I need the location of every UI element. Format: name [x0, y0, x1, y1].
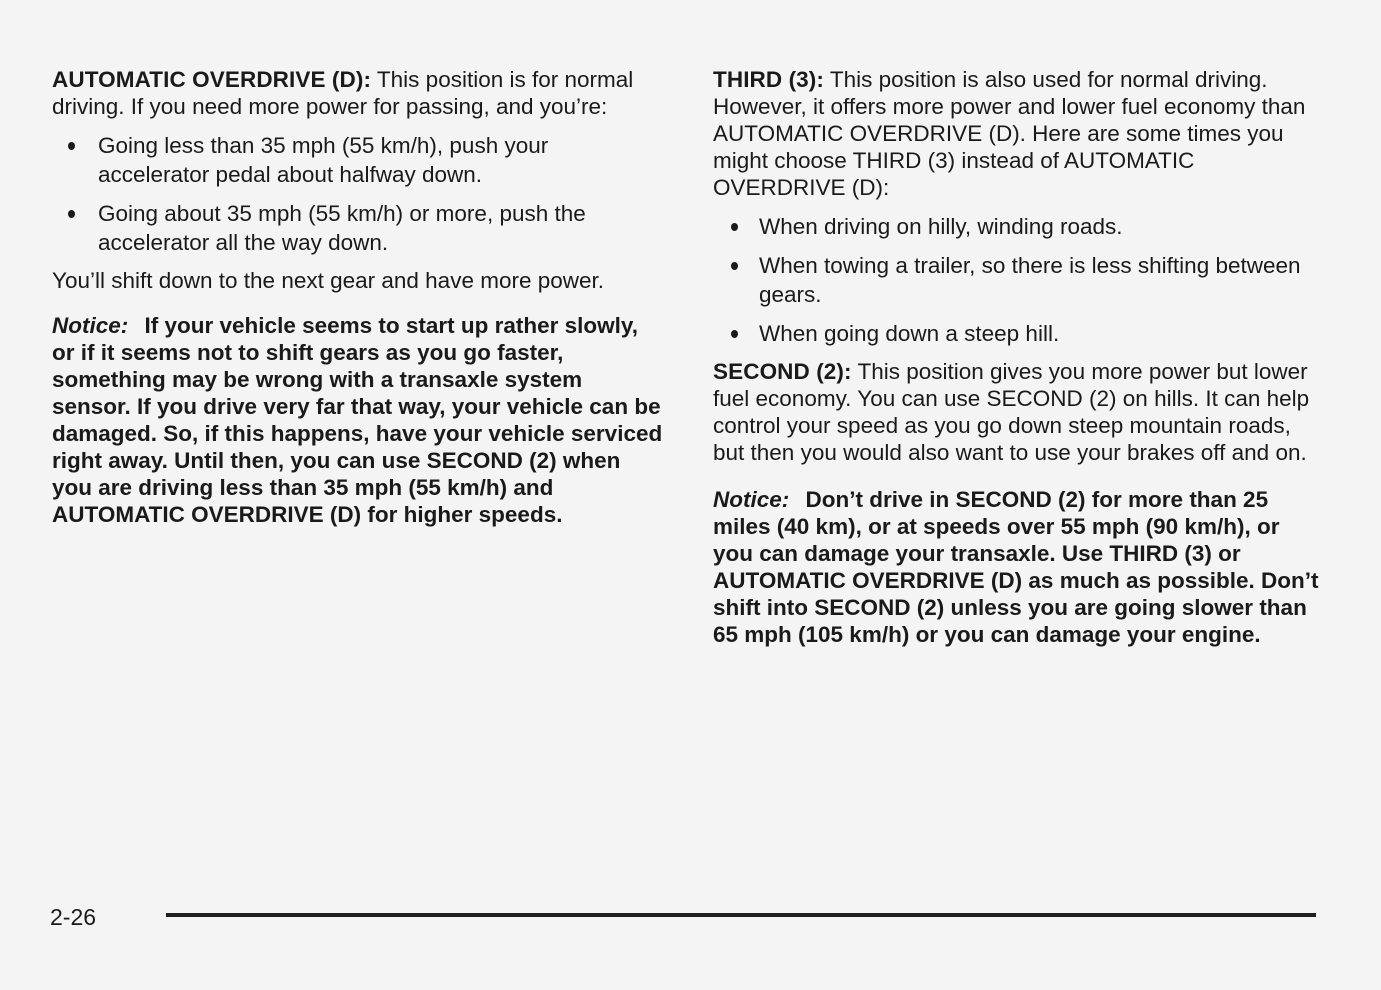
list-item [713, 212, 1321, 241]
automatic-overdrive-text: This position is for normal driving. If you need more power for passing, and you’re: [52, 67, 634, 119]
left-column [52, 66, 664, 539]
third-paragraph [713, 66, 1321, 201]
footer-rule [166, 913, 1316, 917]
list-item-text: Going less than 35 mph (55 km/h), push your accelerator pedal about halfway down. [98, 133, 549, 187]
list-item [52, 199, 664, 257]
bullet-icon [68, 210, 75, 218]
second-text: This position gives you more power but lower fuel economy. You can use SECOND (2) on hills. It can help control your speed as you go down steep mountain roads, but then you would also want to use your brakes off and on. [713, 359, 1310, 465]
notice-label: Notice: [52, 313, 129, 338]
third-text: This position is also used for normal driving. However, it offers more power and lower fuel economy than AUTOMATIC OVERDRIVE (D). Here are some times you might choose THIRD (3) instead of AUTOMATIC OVERDRIVE (D): [713, 67, 1306, 200]
list-item [713, 319, 1321, 348]
shift-down-text: You’ll shift down to the next gear and have more power. [52, 268, 605, 293]
second-heading: SECOND (2): [713, 359, 852, 384]
list-item-text: When driving on hilly, winding roads. [759, 214, 1123, 239]
bullet-icon [731, 330, 738, 338]
right-column [713, 66, 1321, 659]
list-item [52, 131, 664, 189]
notice-text: If your vehicle seems to start up rather slowly, or if it seems not to shift gears as you go faster, something may be wrong with a transaxle system sensor. If you drive very far that way, your vehicle can be damaged. So, if this happens, have your vehicle serviced right away. Until then, you can use SECOND (2) when you are driving less than 35 mph (55 km/h) and AUTOMATIC OVERDRIVE (D) for higher speeds. [52, 313, 663, 527]
third-heading: THIRD (3): [713, 67, 824, 92]
bullet-icon [68, 142, 75, 150]
automatic-overdrive-heading: AUTOMATIC OVERDRIVE (D): [52, 67, 372, 92]
bullet-icon [731, 223, 738, 231]
passing-bullet-list [52, 131, 664, 257]
notice-transaxle-sensor [52, 312, 664, 528]
notice-label: Notice: [713, 487, 790, 512]
notice-text: Don’t drive in SECOND (2) for more than 25 miles (40 km), or at speeds over 55 mph (90 km/h), or you can damage your transaxle. Use THIRD (3) or AUTOMATIC OVERDRIVE (D) as much as possible. Don’t shift into SECOND (2) unless you are going slower than 65 mph (105 km/h) or you can damage your engine. [713, 487, 1319, 647]
second-paragraph [713, 358, 1321, 466]
third-bullet-list [713, 212, 1321, 348]
list-item [713, 251, 1321, 309]
list-item-text: When going down a steep hill. [759, 321, 1060, 346]
notice-second-gear [713, 486, 1321, 648]
list-item-text: When towing a trailer, so there is less shifting between gears. [759, 253, 1301, 307]
page-number: 2-26 [50, 904, 97, 930]
automatic-overdrive-paragraph [52, 66, 664, 120]
list-item-text: Going about 35 mph (55 km/h) or more, push the accelerator all the way down. [98, 201, 586, 255]
bullet-icon [731, 262, 738, 270]
